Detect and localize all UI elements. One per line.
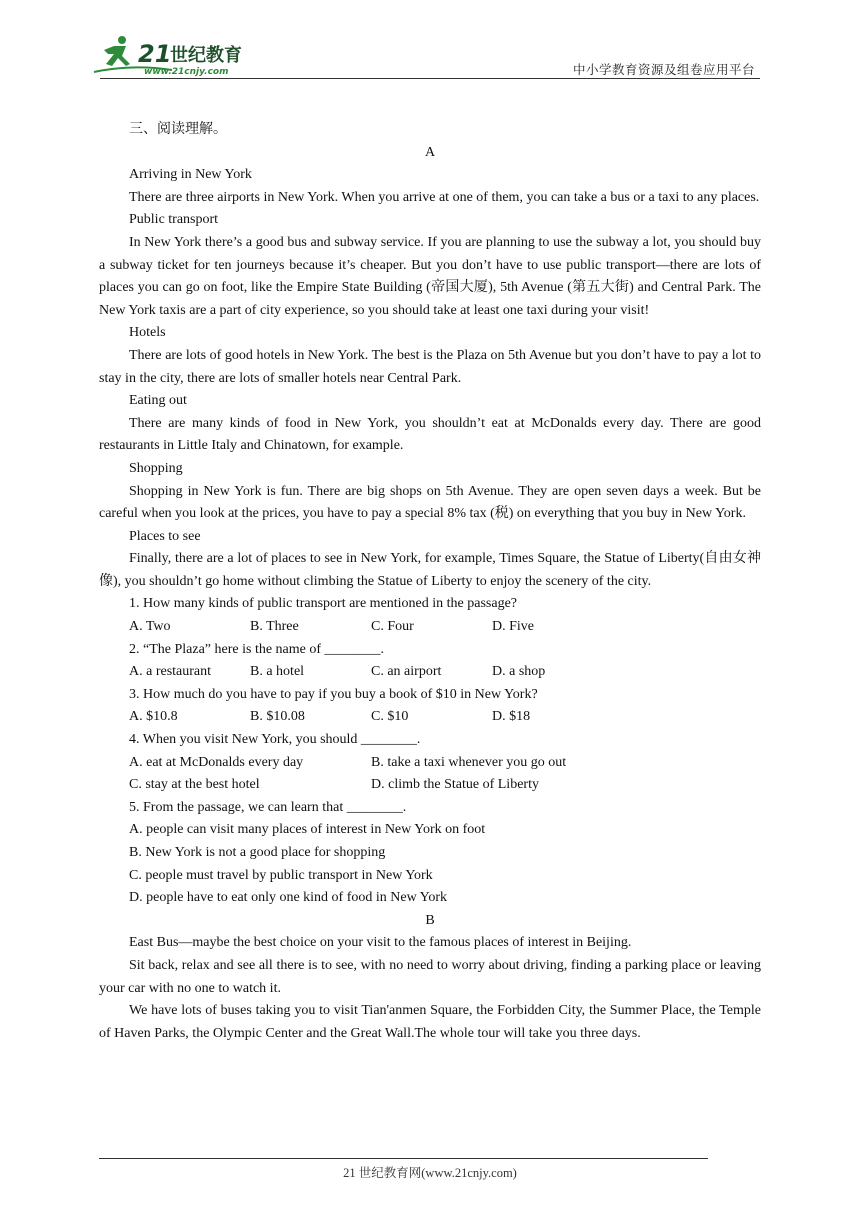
svg-text:世纪教育: 世纪教育 xyxy=(170,45,242,66)
option: B. New York is not a good place for shopping xyxy=(129,845,386,860)
option: C. stay at the best hotel xyxy=(129,777,260,793)
option: C. people must travel by public transport in New York xyxy=(129,867,433,883)
passage-b-paragraph: We have lots of buses taking you to visit Tian'anmen Square, the Forbidden City, the Summer Place, the Temple of Haven Parks, the Olympic Center and the Great Wall.The whole tour will take you three days. xyxy=(99,1003,761,1041)
passage-a-heading-hotels: Hotels xyxy=(129,325,166,341)
question-1-options xyxy=(99,616,761,639)
option: A. a restaurant xyxy=(129,664,212,680)
option: B. take a taxi whenever you go out xyxy=(371,754,567,770)
option: D. a shop xyxy=(492,664,546,680)
passage-a-heading-eating: Eating out xyxy=(129,393,187,409)
page-header xyxy=(0,0,860,80)
option: C. Four xyxy=(371,619,414,635)
svg-text:21: 21 xyxy=(138,40,172,68)
header-divider xyxy=(100,78,760,79)
option: A. eat at McDonalds every day xyxy=(129,754,304,770)
option: A. Two xyxy=(129,619,171,635)
svg-text:www.21cnjy.com: www.21cnjy.com xyxy=(144,67,229,77)
header-platform-text: 中小学教育资源及组卷应用平台 xyxy=(572,62,755,77)
question-3-options xyxy=(99,706,761,729)
question-2: 2. “The Plaza” here is the name of ________. xyxy=(129,641,385,657)
site-logo xyxy=(92,34,262,78)
question-3: 3. How much do you have to pay if you buy a book of $10 in New York? xyxy=(129,686,538,702)
question-5: 5. From the passage, we can learn that ________. xyxy=(129,799,407,815)
passage-a-paragraph: Shopping in New York is fun. There are big shops on 5th Avenue. They are open seven days a week. But be careful when you look at the prices, you have to pay a special 8% tax (税) on everything that you buy in New York. xyxy=(99,483,761,522)
passage-a-heading-shopping: Shopping xyxy=(129,460,183,476)
passage-a-heading-places: Places to see xyxy=(129,528,201,544)
option: A. $10.8 xyxy=(129,709,178,725)
passage-a-paragraph: There are lots of good hotels in New York. The best is the Plaza on 5th Avenue but you don’t have to pay a lot to stay in the city, there are lots of smaller hotels near Central Park. xyxy=(99,347,761,386)
option: A. people can visit many places of interest in New York on foot xyxy=(129,822,486,838)
passage-a-heading-transport: Public transport xyxy=(129,212,219,228)
passage-a-paragraph: In New York there’s a good bus and subway service. If you are planning to use the subway a lot, you should buy a subway ticket for ten journeys because it’s cheaper. But you don’t have to use public transport—there are lots of places you can go on foot, like the Empire State Building (帝国大厦), 5th Avenue (第五大街) and Central Park. The New York taxis are a part of city experience, so you should take at least one taxi during your visit! xyxy=(99,234,761,318)
question-2-options xyxy=(99,661,761,684)
option: B. $10.08 xyxy=(250,709,305,725)
document-body xyxy=(99,119,761,1045)
question-1: 1. How many kinds of public transport are mentioned in the passage? xyxy=(129,596,518,612)
page-footer: 21 世纪教育网(www.21cnjy.com) xyxy=(343,1166,517,1180)
footer-divider xyxy=(99,1158,708,1159)
passage-a-label: A xyxy=(424,144,436,160)
passage-a-paragraph: Finally, there are a lot of places to see in New York, for example, Times Square, the Statue of Liberty(自由女神像), you shouldn’t go home without climbing the Statue of Liberty to enjoy the scenery of the city. xyxy=(99,551,761,589)
question-4: 4. When you visit New York, you should ________. xyxy=(129,732,421,748)
passage-b-label: B xyxy=(425,912,435,928)
option: D. climb the Statue of Liberty xyxy=(371,777,539,793)
question-4-options-row1 xyxy=(99,752,761,775)
option: D. people have to eat only one kind of food in New York xyxy=(129,890,448,906)
passage-a-paragraph: There are three airports in New York. When you arrive at one of them, you can take a bus or a taxi to any places. xyxy=(129,189,760,205)
passage-a-paragraph: There are many kinds of food in New York, you shouldn’t eat at McDonalds every day. There are good restaurants in Little Italy and Chinatown, for example. xyxy=(99,415,761,454)
option: B. a hotel xyxy=(250,664,305,680)
section-title: 三、阅读理解。 xyxy=(129,122,227,137)
option: D. $18 xyxy=(492,709,531,725)
option: C. $10 xyxy=(371,709,409,725)
option: B. Three xyxy=(250,619,299,635)
option: C. an airport xyxy=(371,664,442,680)
passage-b-paragraph: East Bus—maybe the best choice on your visit to the famous places of interest in Beijing. xyxy=(129,935,632,951)
question-4-options-row2 xyxy=(99,774,761,797)
option: D. Five xyxy=(492,619,534,635)
passage-b-paragraph: Sit back, relax and see all there is to see, with no need to worry about driving, finding a parking place or leaving your car with no one to watch it. xyxy=(99,957,761,996)
passage-a-heading-arriving: Arriving in New York xyxy=(129,167,252,183)
